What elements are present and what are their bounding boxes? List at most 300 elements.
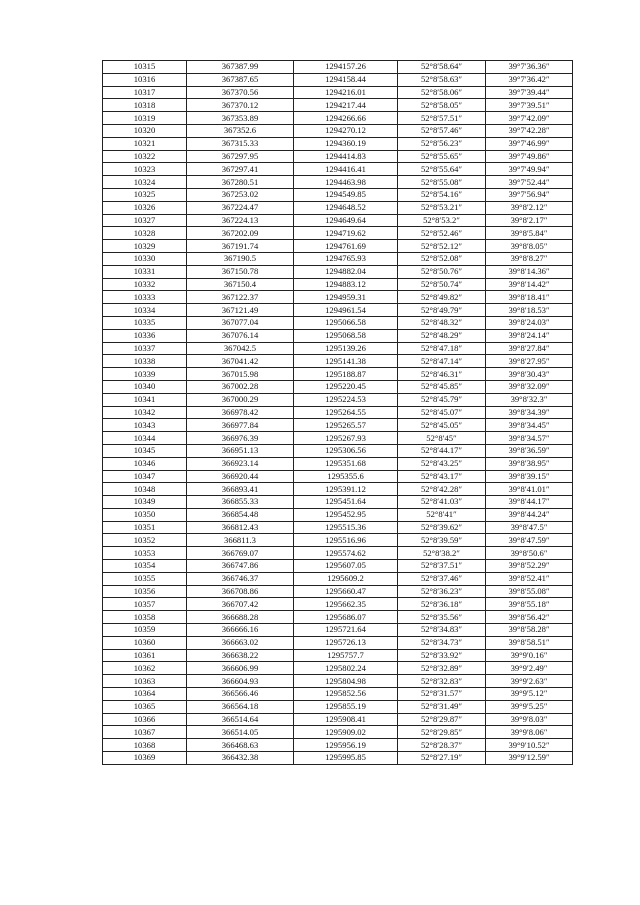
y-coordinate-cell: 1294648.52	[294, 201, 398, 214]
x-coordinate-cell: 366978.42	[187, 406, 294, 419]
point-number-cell: 10358	[103, 611, 187, 624]
y-coordinate-cell: 1294649.64	[294, 214, 398, 227]
longitude-cell: 39°7′36.36″	[486, 61, 573, 74]
point-number-cell: 10326	[103, 201, 187, 214]
point-number-cell: 10359	[103, 624, 187, 637]
point-number-cell: 10331	[103, 265, 187, 278]
latitude-cell: 52°8′49.79″	[398, 304, 486, 317]
longitude-cell: 39°8′2.17″	[486, 214, 573, 227]
latitude-cell: 52°8′33.92″	[398, 649, 486, 662]
x-coordinate-cell: 366638.22	[187, 649, 294, 662]
x-coordinate-cell: 366951.13	[187, 444, 294, 457]
x-coordinate-cell: 367121.49	[187, 304, 294, 317]
table-row	[103, 163, 573, 176]
y-coordinate-cell: 1295852.56	[294, 688, 398, 701]
table-row	[103, 675, 573, 688]
latitude-cell: 52°8′35.56″	[398, 611, 486, 624]
point-number-cell: 10345	[103, 444, 187, 457]
table-row	[103, 688, 573, 701]
table-row	[103, 624, 573, 637]
y-coordinate-cell: 1295220.45	[294, 380, 398, 393]
point-number-cell: 10333	[103, 291, 187, 304]
table-row	[103, 483, 573, 496]
point-number-cell: 10362	[103, 662, 187, 675]
table-row	[103, 419, 573, 432]
table-row	[103, 739, 573, 752]
table-row	[103, 99, 573, 112]
table-row	[103, 508, 573, 521]
latitude-cell: 52°8′29.87″	[398, 713, 486, 726]
x-coordinate-cell: 366708.86	[187, 585, 294, 598]
y-coordinate-cell: 1295451.64	[294, 496, 398, 509]
table-row	[103, 470, 573, 483]
latitude-cell: 52°8′32.83″	[398, 675, 486, 688]
table-row	[103, 150, 573, 163]
y-coordinate-cell: 1295515.36	[294, 521, 398, 534]
latitude-cell: 52°8′55.08″	[398, 176, 486, 189]
x-coordinate-cell: 367352.6	[187, 124, 294, 137]
latitude-cell: 52°8′45.07″	[398, 406, 486, 419]
x-coordinate-cell: 366746.37	[187, 572, 294, 585]
x-coordinate-cell: 367122.37	[187, 291, 294, 304]
x-coordinate-cell: 366854.48	[187, 508, 294, 521]
table-row	[103, 649, 573, 662]
latitude-cell: 52°8′44.17″	[398, 444, 486, 457]
longitude-cell: 39°8′39.15″	[486, 470, 573, 483]
y-coordinate-cell: 1294266.66	[294, 112, 398, 125]
y-coordinate-cell: 1295355.6	[294, 470, 398, 483]
point-number-cell: 10350	[103, 508, 187, 521]
table-row	[103, 496, 573, 509]
point-number-cell: 10328	[103, 227, 187, 240]
x-coordinate-cell: 367387.99	[187, 61, 294, 74]
point-number-cell: 10337	[103, 342, 187, 355]
table-row	[103, 585, 573, 598]
longitude-cell: 39°9′5.12″	[486, 688, 573, 701]
y-coordinate-cell: 1295264.55	[294, 406, 398, 419]
y-coordinate-cell: 1294761.69	[294, 240, 398, 253]
point-number-cell: 10360	[103, 636, 187, 649]
table-row	[103, 227, 573, 240]
longitude-cell: 39°8′34.57″	[486, 432, 573, 445]
latitude-cell: 52°8′52.12″	[398, 240, 486, 253]
table-row	[103, 342, 573, 355]
latitude-cell: 52°8′58.05″	[398, 99, 486, 112]
point-number-cell: 10353	[103, 547, 187, 560]
point-number-cell: 10339	[103, 368, 187, 381]
point-number-cell: 10348	[103, 483, 187, 496]
table-row	[103, 61, 573, 74]
y-coordinate-cell: 1295068.58	[294, 329, 398, 342]
longitude-cell: 39°8′47.59″	[486, 534, 573, 547]
y-coordinate-cell: 1294217.44	[294, 99, 398, 112]
y-coordinate-cell: 1294765.93	[294, 252, 398, 265]
longitude-cell: 39°8′24.14″	[486, 329, 573, 342]
table-row	[103, 636, 573, 649]
y-coordinate-cell: 1295721.64	[294, 624, 398, 637]
point-number-cell: 10319	[103, 112, 187, 125]
point-number-cell: 10335	[103, 316, 187, 329]
table-row	[103, 86, 573, 99]
latitude-cell: 52°8′55.64″	[398, 163, 486, 176]
x-coordinate-cell: 367280.51	[187, 176, 294, 189]
x-coordinate-cell: 366564.18	[187, 700, 294, 713]
point-number-cell: 10342	[103, 406, 187, 419]
y-coordinate-cell: 1295574.62	[294, 547, 398, 560]
latitude-cell: 52°8′57.51″	[398, 112, 486, 125]
table-row	[103, 611, 573, 624]
longitude-cell: 39°8′32.09″	[486, 380, 573, 393]
longitude-cell: 39°8′36.59″	[486, 444, 573, 457]
y-coordinate-cell: 1295609.2	[294, 572, 398, 585]
longitude-cell: 39°8′14.42″	[486, 278, 573, 291]
y-coordinate-cell: 1295686.07	[294, 611, 398, 624]
latitude-cell: 52°8′32.89″	[398, 662, 486, 675]
x-coordinate-cell: 366976.39	[187, 432, 294, 445]
y-coordinate-cell: 1294216.01	[294, 86, 398, 99]
latitude-cell: 52°8′47.18″	[398, 342, 486, 355]
point-number-cell: 10340	[103, 380, 187, 393]
coordinates-table	[102, 60, 573, 765]
table-row	[103, 521, 573, 534]
table-row	[103, 713, 573, 726]
table-row	[103, 214, 573, 227]
x-coordinate-cell: 366514.05	[187, 726, 294, 739]
point-number-cell: 10330	[103, 252, 187, 265]
table-row	[103, 368, 573, 381]
table-row	[103, 547, 573, 560]
latitude-cell: 52°8′41″	[398, 508, 486, 521]
latitude-cell: 52°8′54.16″	[398, 188, 486, 201]
longitude-cell: 39°8′34.45″	[486, 419, 573, 432]
table-row	[103, 444, 573, 457]
x-coordinate-cell: 367077.04	[187, 316, 294, 329]
table-row	[103, 560, 573, 573]
table-row	[103, 726, 573, 739]
y-coordinate-cell: 1295995.85	[294, 752, 398, 765]
latitude-cell: 52°8′39.59″	[398, 534, 486, 547]
latitude-cell: 52°8′48.29″	[398, 329, 486, 342]
latitude-cell: 52°8′31.49″	[398, 700, 486, 713]
point-number-cell: 10322	[103, 150, 187, 163]
y-coordinate-cell: 1295726.13	[294, 636, 398, 649]
y-coordinate-cell: 1295802.24	[294, 662, 398, 675]
longitude-cell: 39°8′27.84″	[486, 342, 573, 355]
longitude-cell: 39°9′5.25″	[486, 700, 573, 713]
point-number-cell: 10329	[103, 240, 187, 253]
y-coordinate-cell: 1295956.19	[294, 739, 398, 752]
table-row	[103, 73, 573, 86]
y-coordinate-cell: 1295066.58	[294, 316, 398, 329]
y-coordinate-cell: 1295267.93	[294, 432, 398, 445]
y-coordinate-cell: 1294961.54	[294, 304, 398, 317]
point-number-cell: 10338	[103, 355, 187, 368]
longitude-cell: 39°9′2.49″	[486, 662, 573, 675]
x-coordinate-cell: 367387.65	[187, 73, 294, 86]
x-coordinate-cell: 366769.07	[187, 547, 294, 560]
table-row	[103, 700, 573, 713]
latitude-cell: 52°8′45.79″	[398, 393, 486, 406]
y-coordinate-cell: 1295607.05	[294, 560, 398, 573]
table-row	[103, 252, 573, 265]
table-row	[103, 534, 573, 547]
point-number-cell: 10361	[103, 649, 187, 662]
longitude-cell: 39°7′46.99″	[486, 137, 573, 150]
y-coordinate-cell: 1295188.87	[294, 368, 398, 381]
table-row	[103, 201, 573, 214]
latitude-cell: 52°8′53.21″	[398, 201, 486, 214]
latitude-cell: 52°8′48.32″	[398, 316, 486, 329]
x-coordinate-cell: 367224.47	[187, 201, 294, 214]
point-number-cell: 10334	[103, 304, 187, 317]
x-coordinate-cell: 366604.93	[187, 675, 294, 688]
longitude-cell: 39°8′47.5″	[486, 521, 573, 534]
longitude-cell: 39°7′42.28″	[486, 124, 573, 137]
point-number-cell: 10369	[103, 752, 187, 765]
point-number-cell: 10320	[103, 124, 187, 137]
latitude-cell: 52°8′50.74″	[398, 278, 486, 291]
y-coordinate-cell: 1295660.47	[294, 585, 398, 598]
y-coordinate-cell: 1295391.12	[294, 483, 398, 496]
point-number-cell: 10363	[103, 675, 187, 688]
y-coordinate-cell: 1294549.85	[294, 188, 398, 201]
longitude-cell: 39°8′32.3″	[486, 393, 573, 406]
point-number-cell: 10351	[103, 521, 187, 534]
longitude-cell: 39°9′2.63″	[486, 675, 573, 688]
table-row	[103, 240, 573, 253]
y-coordinate-cell: 1294882.04	[294, 265, 398, 278]
y-coordinate-cell: 1295662.35	[294, 598, 398, 611]
latitude-cell: 52°8′28.37″	[398, 739, 486, 752]
longitude-cell: 39°7′36.42″	[486, 73, 573, 86]
table-row	[103, 662, 573, 675]
table-row	[103, 393, 573, 406]
longitude-cell: 39°9′10.52″	[486, 739, 573, 752]
point-number-cell: 10346	[103, 457, 187, 470]
table-row	[103, 406, 573, 419]
x-coordinate-cell: 366663.02	[187, 636, 294, 649]
y-coordinate-cell: 1294416.41	[294, 163, 398, 176]
latitude-cell: 52°8′52.08″	[398, 252, 486, 265]
latitude-cell: 52°8′58.06″	[398, 86, 486, 99]
x-coordinate-cell: 367015.98	[187, 368, 294, 381]
table-row	[103, 124, 573, 137]
table-row	[103, 752, 573, 765]
table-row	[103, 329, 573, 342]
table-row	[103, 278, 573, 291]
point-number-cell: 10315	[103, 61, 187, 74]
longitude-cell: 39°9′0.16″	[486, 649, 573, 662]
latitude-cell: 52°8′42.28″	[398, 483, 486, 496]
table-row	[103, 355, 573, 368]
point-number-cell: 10318	[103, 99, 187, 112]
x-coordinate-cell: 366977.84	[187, 419, 294, 432]
x-coordinate-cell: 366811.3	[187, 534, 294, 547]
longitude-cell: 39°8′18.41″	[486, 291, 573, 304]
latitude-cell: 52°8′36.18″	[398, 598, 486, 611]
table-row	[103, 598, 573, 611]
y-coordinate-cell: 1294414.83	[294, 150, 398, 163]
x-coordinate-cell: 367041.42	[187, 355, 294, 368]
table-row	[103, 380, 573, 393]
point-number-cell: 10365	[103, 700, 187, 713]
latitude-cell: 52°8′53.2″	[398, 214, 486, 227]
point-number-cell: 10367	[103, 726, 187, 739]
y-coordinate-cell: 1295909.02	[294, 726, 398, 739]
x-coordinate-cell: 366514.64	[187, 713, 294, 726]
y-coordinate-cell: 1294463.98	[294, 176, 398, 189]
latitude-cell: 52°8′36.23″	[398, 585, 486, 598]
latitude-cell: 52°8′41.03″	[398, 496, 486, 509]
table-row	[103, 432, 573, 445]
point-number-cell: 10325	[103, 188, 187, 201]
longitude-cell: 39°8′5.84″	[486, 227, 573, 240]
longitude-cell: 39°8′24.03″	[486, 316, 573, 329]
longitude-cell: 39°8′52.29″	[486, 560, 573, 573]
longitude-cell: 39°8′8.05″	[486, 240, 573, 253]
y-coordinate-cell: 1294959.31	[294, 291, 398, 304]
x-coordinate-cell: 367253.02	[187, 188, 294, 201]
latitude-cell: 52°8′39.62″	[398, 521, 486, 534]
x-coordinate-cell: 367042.5	[187, 342, 294, 355]
y-coordinate-cell: 1295306.56	[294, 444, 398, 457]
point-number-cell: 10347	[103, 470, 187, 483]
latitude-cell: 52°8′56.23″	[398, 137, 486, 150]
longitude-cell: 39°8′44.24″	[486, 508, 573, 521]
table-row	[103, 176, 573, 189]
y-coordinate-cell: 1294360.19	[294, 137, 398, 150]
latitude-cell: 52°8′46.31″	[398, 368, 486, 381]
longitude-cell: 39°8′58.51″	[486, 636, 573, 649]
longitude-cell: 39°8′30.43″	[486, 368, 573, 381]
x-coordinate-cell: 367000.29	[187, 393, 294, 406]
x-coordinate-cell: 366893.41	[187, 483, 294, 496]
latitude-cell: 52°8′29.85″	[398, 726, 486, 739]
latitude-cell: 52°8′52.46″	[398, 227, 486, 240]
x-coordinate-cell: 367224.13	[187, 214, 294, 227]
longitude-cell: 39°9′8.03″	[486, 713, 573, 726]
x-coordinate-cell: 367297.95	[187, 150, 294, 163]
longitude-cell: 39°7′52.44″	[486, 176, 573, 189]
longitude-cell: 39°7′56.94″	[486, 188, 573, 201]
longitude-cell: 39°8′2.12″	[486, 201, 573, 214]
table-row	[103, 291, 573, 304]
x-coordinate-cell: 367191.74	[187, 240, 294, 253]
table-row	[103, 188, 573, 201]
latitude-cell: 52°8′34.73″	[398, 636, 486, 649]
x-coordinate-cell: 366747.86	[187, 560, 294, 573]
point-number-cell: 10352	[103, 534, 187, 547]
x-coordinate-cell: 366688.28	[187, 611, 294, 624]
y-coordinate-cell: 1295141.38	[294, 355, 398, 368]
point-number-cell: 10321	[103, 137, 187, 150]
latitude-cell: 52°8′45″	[398, 432, 486, 445]
point-number-cell: 10364	[103, 688, 187, 701]
point-number-cell: 10349	[103, 496, 187, 509]
latitude-cell: 52°8′31.57″	[398, 688, 486, 701]
point-number-cell: 10355	[103, 572, 187, 585]
table-row	[103, 457, 573, 470]
y-coordinate-cell: 1294270.12	[294, 124, 398, 137]
longitude-cell: 39°8′56.42″	[486, 611, 573, 624]
x-coordinate-cell: 367315.33	[187, 137, 294, 150]
point-number-cell: 10324	[103, 176, 187, 189]
latitude-cell: 52°8′38.2″	[398, 547, 486, 560]
latitude-cell: 52°8′58.64″	[398, 61, 486, 74]
x-coordinate-cell: 367150.4	[187, 278, 294, 291]
latitude-cell: 52°8′37.51″	[398, 560, 486, 573]
point-number-cell: 10316	[103, 73, 187, 86]
y-coordinate-cell: 1294157.26	[294, 61, 398, 74]
longitude-cell: 39°8′34.39″	[486, 406, 573, 419]
latitude-cell: 52°8′55.65″	[398, 150, 486, 163]
longitude-cell: 39°7′49.94″	[486, 163, 573, 176]
point-number-cell: 10336	[103, 329, 187, 342]
point-number-cell: 10317	[103, 86, 187, 99]
latitude-cell: 52°8′43.17″	[398, 470, 486, 483]
y-coordinate-cell: 1295804.98	[294, 675, 398, 688]
y-coordinate-cell: 1294719.62	[294, 227, 398, 240]
point-number-cell: 10354	[103, 560, 187, 573]
latitude-cell: 52°8′58.63″	[398, 73, 486, 86]
y-coordinate-cell: 1295908.41	[294, 713, 398, 726]
y-coordinate-cell: 1294883.12	[294, 278, 398, 291]
point-number-cell: 10343	[103, 419, 187, 432]
latitude-cell: 52°8′50.76″	[398, 265, 486, 278]
longitude-cell: 39°7′39.51″	[486, 99, 573, 112]
latitude-cell: 52°8′37.46″	[398, 572, 486, 585]
table-row	[103, 137, 573, 150]
x-coordinate-cell: 367370.12	[187, 99, 294, 112]
longitude-cell: 39°8′50.6″	[486, 547, 573, 560]
x-coordinate-cell: 367076.14	[187, 329, 294, 342]
point-number-cell: 10366	[103, 713, 187, 726]
y-coordinate-cell: 1295224.53	[294, 393, 398, 406]
longitude-cell: 39°8′41.01″	[486, 483, 573, 496]
x-coordinate-cell: 366855.33	[187, 496, 294, 509]
longitude-cell: 39°7′39.44″	[486, 86, 573, 99]
x-coordinate-cell: 366606.99	[187, 662, 294, 675]
latitude-cell: 52°8′57.46″	[398, 124, 486, 137]
coordinates-table-body	[103, 61, 573, 765]
longitude-cell: 39°8′38.95″	[486, 457, 573, 470]
longitude-cell: 39°8′18.53″	[486, 304, 573, 317]
point-number-cell: 10356	[103, 585, 187, 598]
latitude-cell: 52°8′27.19″	[398, 752, 486, 765]
y-coordinate-cell: 1295516.96	[294, 534, 398, 547]
x-coordinate-cell: 367002.28	[187, 380, 294, 393]
latitude-cell: 52°8′43.25″	[398, 457, 486, 470]
table-row	[103, 304, 573, 317]
latitude-cell: 52°8′49.82″	[398, 291, 486, 304]
y-coordinate-cell: 1295855.19	[294, 700, 398, 713]
x-coordinate-cell: 366707.42	[187, 598, 294, 611]
table-row	[103, 265, 573, 278]
point-number-cell: 10323	[103, 163, 187, 176]
table-row	[103, 112, 573, 125]
y-coordinate-cell: 1294158.44	[294, 73, 398, 86]
y-coordinate-cell: 1295139.26	[294, 342, 398, 355]
longitude-cell: 39°9′8.06″	[486, 726, 573, 739]
longitude-cell: 39°8′14.36″	[486, 265, 573, 278]
point-number-cell: 10332	[103, 278, 187, 291]
longitude-cell: 39°7′49.86″	[486, 150, 573, 163]
point-number-cell: 10344	[103, 432, 187, 445]
point-number-cell: 10368	[103, 739, 187, 752]
latitude-cell: 52°8′45.05″	[398, 419, 486, 432]
longitude-cell: 39°8′8.27″	[486, 252, 573, 265]
x-coordinate-cell: 366812.43	[187, 521, 294, 534]
